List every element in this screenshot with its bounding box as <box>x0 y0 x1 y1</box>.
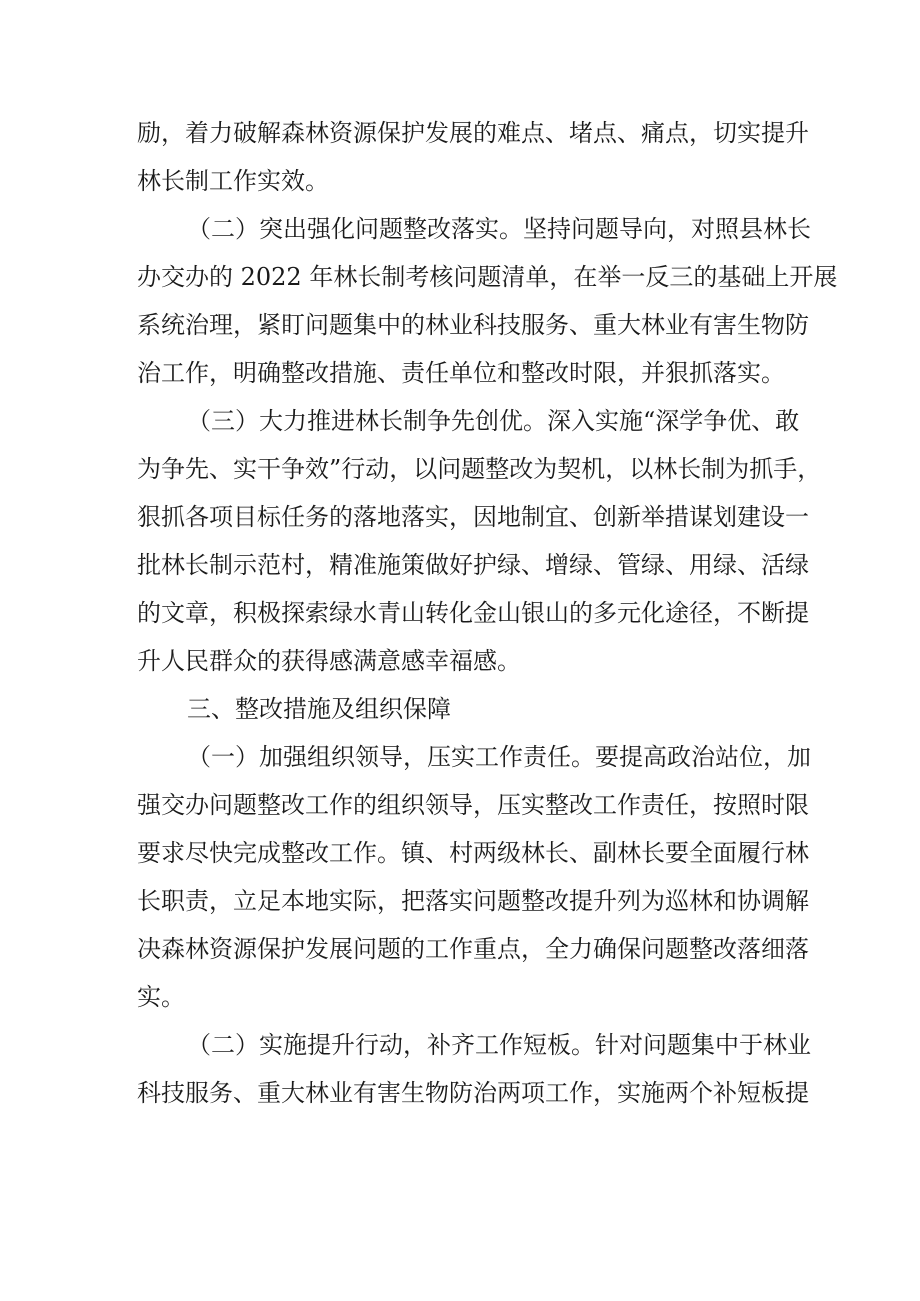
paragraph-line: 治工作，明确整改措施、责任单位和整改时限，并狠抓落实。 <box>137 359 785 387</box>
paragraph-line: 励，着力破解森林资源保护发展的难点、堵点、痛点，切实提升 <box>137 119 809 147</box>
paragraph-line: 系统治理，紧盯问题集中的林业科技服务、重大林业有害生物防 <box>137 311 809 339</box>
paragraph-first-line: （三）大力推进林长制争先创优。深入实施“深学争优、敢 <box>187 407 800 435</box>
paragraph-line: 决森林资源保护发展问题的工作重点，全力确保问题整改落细落 <box>137 935 809 963</box>
paragraph-line: 为争先、实干争效”行动，以问题整改为契机，以林长制为抓手， <box>137 455 822 483</box>
paragraph-line: 升人民群众的获得感满意感幸福感。 <box>137 647 521 675</box>
paragraph-first-line: （一）加强组织领导，压实工作责任。要提高政治站位，加 <box>187 743 811 771</box>
paragraph-line: 办交办的 2022 年林长制考核问题清单，在举一反三的基础上开展 <box>137 263 838 291</box>
paragraph-line: 实。 <box>137 983 185 1011</box>
paragraph-line: 强交办问题整改工作的组织领导，压实整改工作责任，按照时限 <box>137 791 809 819</box>
paragraph-line: 狠抓各项目标任务的落地落实，因地制宜、创新举措谋划建设一 <box>137 503 809 531</box>
paragraph-first-line: （二）实施提升行动，补齐工作短板。针对问题集中于林业 <box>187 1031 811 1059</box>
paragraph-line: 长职责，立足本地实际，把落实问题整改提升列为巡林和协调解 <box>137 887 809 915</box>
section-heading: 三、整改措施及组织保障 <box>187 695 451 723</box>
paragraph-line: 要求尽快完成整改工作。镇、村两级林长、副林长要全面履行林 <box>137 839 809 867</box>
paragraph-line: 批林长制示范村，精准施策做好护绿、增绿、管绿、用绿、活绿 <box>137 551 809 579</box>
paragraph-line: 科技服务、重大林业有害生物防治两项工作，实施两个补短板提 <box>137 1079 809 1107</box>
paragraph-first-line: （二）突出强化问题整改落实。坚持问题导向，对照县林长 <box>187 215 811 243</box>
paragraph-line: 的文章，积极探索绿水青山转化金山银山的多元化途径，不断提 <box>137 599 809 627</box>
paragraph-line: 林长制工作实效。 <box>137 167 329 195</box>
